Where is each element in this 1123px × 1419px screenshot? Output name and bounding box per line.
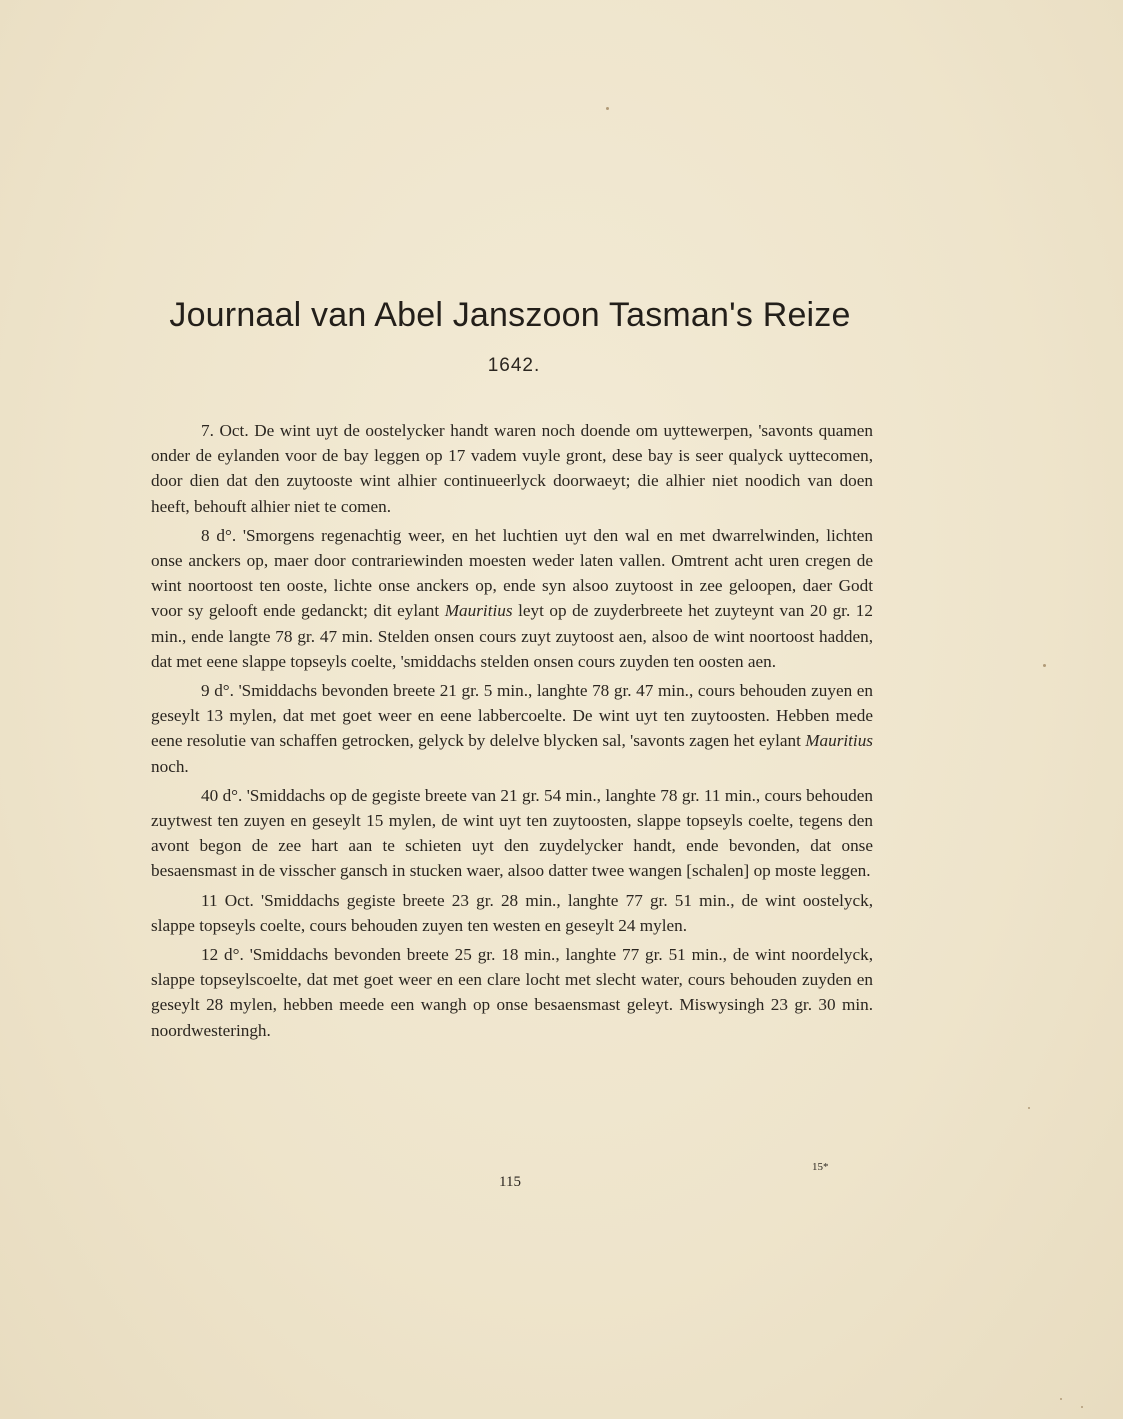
entry-text: 12 d°. 'Smiddachs bevonden breete 25 gr. 18 min., langhte 77 gr. 51 min., de wint noordelyck, slappe topseylscoelte, dat met goet weer en een clare locht met slecht water, cours behouden zuyden en geseylt 28 mylen, hebben meede een wangh op onse besaensmast geleyt. Miswysingh 23 gr. 30 min. noordwesteringh.	[151, 945, 873, 1040]
entry-text: noch.	[151, 756, 189, 776]
journal-entry	[151, 523, 873, 674]
entry-text: 11 Oct. 'Smiddachs gegiste breete 23 gr. 28 min., langhte 77 gr. 51 min., de wint oostelyck, slappe topseyls coelte, cours behouden zuyen ten westen en geseylt 24 mylen.	[151, 890, 873, 935]
signature-mark: 15*	[812, 1161, 829, 1173]
page-title: Journaal van Abel Janszoon Tasman's Reize	[169, 296, 851, 334]
paper-speck	[606, 107, 609, 110]
journal-entry	[151, 418, 873, 519]
entry-text: 9 d°. 'Smiddachs bevonden breete 21 gr. 5 min., langhte 78 gr. 47 min., cours behouden zuyen en geseylt 13 mylen, dat met goet weer en eene labbercoelte. De wint uyt ten zuytoosten. Hebben mede eene resolutie van schaffen getrocken, gelyck by delelve blycken sal, 'savonts zagen het eylant	[151, 681, 873, 751]
paper-speck	[1043, 664, 1046, 667]
entry-italic-name: Mauritius	[444, 601, 513, 621]
journal-entry	[151, 888, 873, 938]
journal-entry	[151, 942, 873, 1043]
entry-text: leyt op de zuyderbreete het zuyteynt van 20 gr. 12 min., ende langte 78 gr. 47 min. Stelden onsen cours zuyt zuytoost aen, alsoo de wint noortoost hadden, dat met eene slappe topseyls coelte, 'smiddachs stelden onsen cours zuyden ten oosten aen.	[151, 601, 873, 671]
journal-body	[151, 418, 873, 1047]
entry-text: 7. Oct. De wint uyt de oostelycker handt waren noch doende om uyttewerpen, 'savonts quamen onder de eylanden voor de bay leggen op 17 vadem vuyle gront, dese bay is seer qualyck uyttecomen, door dien dat den zuytooste wint alhier continueerlyck doorwaeyt; die alhier niet noodich van doen heeft, behouft alhier niet te comen.	[151, 421, 873, 516]
journal-entry	[151, 678, 873, 779]
paper-speck	[1081, 1406, 1083, 1408]
entry-text: 40 d°. 'Smiddachs op de gegiste breete van 21 gr. 54 min., langhte 78 gr. 11 min., cours behouden zuytwest ten zuyen en geseylt 15 mylen, de wint uyt ten zuytoosten, slappe topseyls coelte, tegens den avont begon de zee hart aan te schieten uyt den zuydelycker handt, ende bevonden, dat onse besaensmast in de visscher gansch in stucken waer, alsoo datter twee wangen [schalen] op moste leggen.	[151, 785, 873, 881]
page-number: 115	[499, 1174, 521, 1190]
paper-speck	[1028, 1107, 1030, 1109]
journal-entry	[151, 783, 873, 884]
paper-speck	[1060, 1398, 1062, 1400]
entry-italic-name: Mauritius	[805, 731, 873, 751]
year-heading: 1642.	[487, 355, 541, 376]
entry-text: 8 d°. 'Smorgens regenachtig weer, en het luchtien uyt den wal en met dwarrelwinden, lichten onse anckers op, maer door contrariewinden moesten weder laten vallen. Omtrent acht uren cregen de wint noortoost ten ooste, lichte onse anckers op, ende syn alsoo zuytoost in zee geloopen, daer Godt voor sy gelooft ende gedanckt; dit eylant	[151, 525, 873, 621]
